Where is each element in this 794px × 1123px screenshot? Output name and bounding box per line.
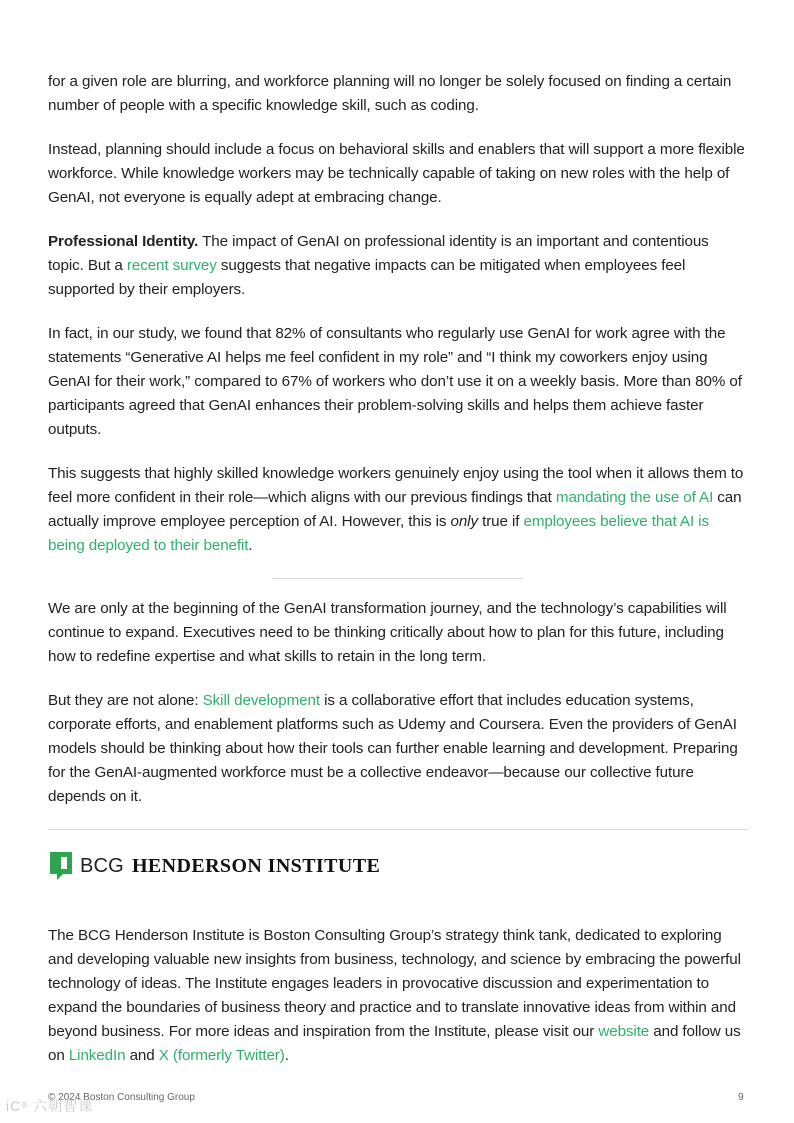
watermark: iC⁹ 六朝智课 (6, 1098, 94, 1114)
footer-copyright: © 2024 Boston Consulting Group (48, 1092, 195, 1103)
link-linkedin[interactable]: LinkedIn (68, 1047, 126, 1064)
section-divider (273, 578, 523, 579)
link-website[interactable]: website (598, 1023, 650, 1040)
paragraph-suggests: This suggests that highly skilled knowledge workers genuinely enjoy using the tool when it allows them to feel more confident in their role—which aligns with our previous findings that mandating the use of AI can actually improve employee perception of AI. However, this is only true if employees believe that AI is being deployed to their benefit. (48, 465, 744, 554)
link-employees-believe[interactable]: employees believe that AI is being deployed to their benefit (48, 513, 709, 554)
logo-bcg-text: BCG (80, 854, 124, 877)
paragraph-2: Instead, planning should include a focus on behavioral skills and enablers that will support a more flexible workforce. While knowledge workers may be technically capable of taking on new roles with the help of GenAI, not everyone is equally adept at embracing change. (48, 141, 745, 206)
paragraph-study-findings: In fact, in our study, we found that 82% of consultants who regularly use GenAI for work agree with the statements “Generative AI helps me feel confident in my role” and “I think my coworkers enjoy using GenAI for their work,” compared to 67% of workers who don’t use it on a weekly basis. More than 80% of participants agreed that GenAI enhances their problem-solving skills and helps them achieve faster outputs. (48, 325, 742, 438)
link-skill-development[interactable]: Skill development (202, 692, 320, 709)
logo-institute-text: HENDERSON INSTITUTE (131, 854, 381, 877)
emphasis-only: only (450, 513, 478, 530)
page-number: 9 (738, 1092, 744, 1103)
article-body (48, 70, 748, 1088)
paragraph-not-alone: But they are not alone: Skill development is a collaborative effort that includes education systems, corporate efforts, and enablement platforms such as Udemy and Coursera. Even the providers of GenAI models should be thinking about how their tools can further enable learning and development. Preparing for the GenAI-augmented workforce must be a collective endeavor—because our collective future depends on it. (48, 692, 738, 805)
footer-divider (48, 829, 748, 830)
bcg-logo-icon (48, 850, 74, 882)
paragraph-about-institute: The BCG Henderson Institute is Boston Consulting Group’s strategy think tank, dedicated to exploring and developing valuable new insights from business, technology, and science by embracing the powerful technology of ideas. The Institute engages leaders in provocative discussion and experimentation to expand the boundaries of business theory and practice and to translate innovative ideas from within and beyond business. For more ideas and inspiration from the Institute, please visit our website and follow us on LinkedIn and X (formerly Twitter). (48, 927, 741, 1064)
paragraph-beginning: We are only at the beginning of the GenAI transformation journey, and the technology’s capabilities will continue to expand. Executives need to be thinking critically about how to plan for this future, including how to redefine expertise and what skills to retain in the long term. (48, 600, 727, 665)
bcg-henderson-logo (48, 850, 748, 882)
link-x-twitter[interactable]: X (formerly Twitter) (158, 1047, 285, 1064)
link-recent-survey[interactable]: recent survey (126, 257, 217, 274)
link-mandating-ai[interactable]: mandating the use of AI (555, 489, 714, 506)
paragraph-professional-identity: Professional Identity. The impact of GenAI on professional identity is an important and contentious topic. But a recent survey suggests that negative impacts can be mitigated when employees feel supported by their employers. (48, 233, 709, 298)
paragraph-1: for a given role are blurring, and workforce planning will no longer be solely focused on finding a certain number of people with a specific knowledge skill, such as coding. (48, 73, 732, 114)
section-heading: Professional Identity. (48, 233, 199, 250)
